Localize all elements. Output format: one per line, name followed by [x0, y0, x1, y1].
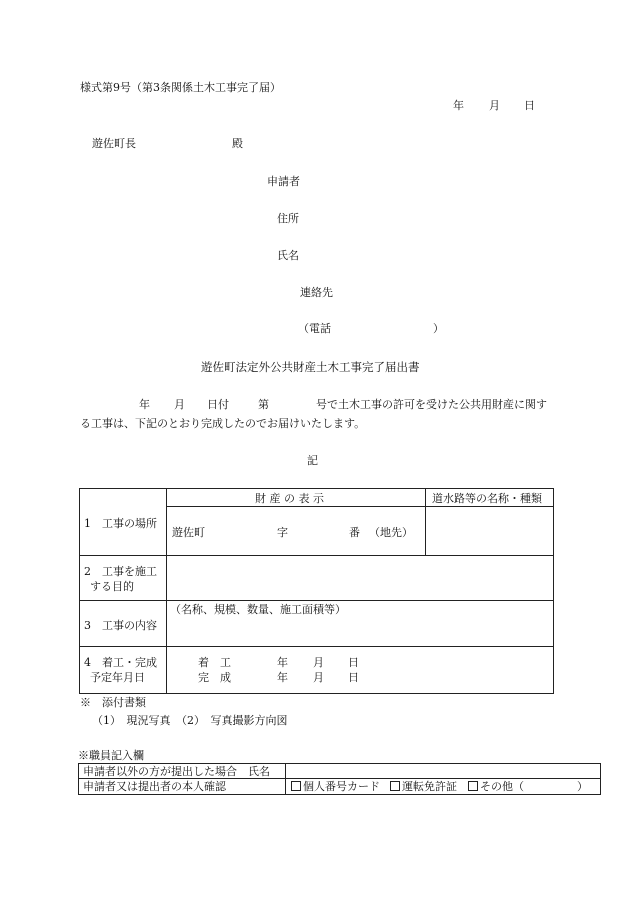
applicant-contact-label: 連絡先 [300, 286, 333, 299]
row1-label: 1 工事の場所 [84, 517, 157, 530]
applicant-address-label: 住所 [277, 212, 299, 225]
works-table [79, 488, 554, 694]
complete-label: 完 成 [198, 671, 231, 684]
body-day-dated: 日付 [207, 398, 229, 411]
attachments-items: （1） 現況写真 （2） 写真撮影方向図 [92, 714, 288, 727]
body-year: 年 [139, 398, 150, 411]
body-month: 月 [174, 398, 185, 411]
row2-label-a: 2 工事を施工 [84, 565, 157, 578]
attachments-heading: ※ 添付書類 [80, 696, 146, 709]
complete-year: 年 [277, 671, 288, 684]
license-label: 運転免許証 [402, 780, 457, 793]
town-label: 遊佐町 [172, 526, 205, 539]
other-checkbox[interactable] [468, 781, 478, 791]
addressee-honorific: 殿 [232, 137, 243, 150]
body-line2: る工事は、下記のとおり完成したのでお届けいたします。 [80, 417, 366, 430]
applicant-label: 申請者 [267, 175, 300, 188]
staff-row1-label: 申請者以外の方が提出した場合 氏名 [83, 765, 270, 778]
ki-heading: 記 [307, 454, 318, 467]
id-card-checkbox[interactable] [291, 781, 301, 791]
row3-label: 3 工事の内容 [84, 619, 157, 632]
property-header: 財 産 の 表 示 [255, 492, 324, 505]
row4-label-b: 予定年月日 [90, 671, 145, 684]
start-month: 月 [313, 656, 324, 669]
complete-day: 日 [348, 671, 359, 684]
date-month-label: 月 [489, 99, 500, 112]
id-card-label: 個人番号カード [303, 780, 380, 793]
other-option[interactable] [468, 781, 524, 792]
row3-note: （名称、規模、数量、施工面積等） [170, 603, 346, 616]
start-day: 日 [348, 656, 359, 669]
staff-row2-label: 申請者又は提出者の本人確認 [83, 780, 226, 793]
complete-month: 月 [313, 671, 324, 684]
other-label: その他（ [480, 780, 524, 793]
row4-label-a: 4 着工・完成 [84, 656, 157, 669]
applicant-phone-close: ） [433, 322, 444, 335]
ban-label: 番 [349, 526, 360, 539]
staff-table [78, 763, 601, 795]
license-option[interactable] [390, 781, 457, 792]
applicant-name-label: 氏名 [277, 249, 299, 262]
body-dai: 第 [258, 398, 269, 411]
document-title: 遊佐町法定外公共財産土木工事完了届出書 [201, 360, 420, 374]
date-year-label: 年 [453, 99, 464, 112]
form-number: 様式第9号（第3条関係土木工事完了届） [80, 81, 281, 94]
aza-label: 字 [277, 526, 288, 539]
start-year: 年 [277, 656, 288, 669]
date-day-label: 日 [524, 99, 535, 112]
chisaki-label: （地先） [369, 526, 413, 539]
addressee-name: 遊佐町長 [92, 137, 136, 150]
row2-label-b: する目的 [90, 580, 134, 593]
license-checkbox[interactable] [390, 781, 400, 791]
waterway-header: 道水路等の名称・種類 [432, 492, 542, 505]
other-close: ） [577, 780, 588, 793]
body-line1-rest: 号で土木工事の許可を受けた公共用財産に関す [316, 398, 547, 411]
staff-heading: ※職員記入欄 [78, 749, 144, 762]
start-label: 着 工 [198, 656, 231, 669]
applicant-phone-open: （電話 [298, 322, 331, 335]
id-card-option[interactable] [291, 781, 380, 792]
